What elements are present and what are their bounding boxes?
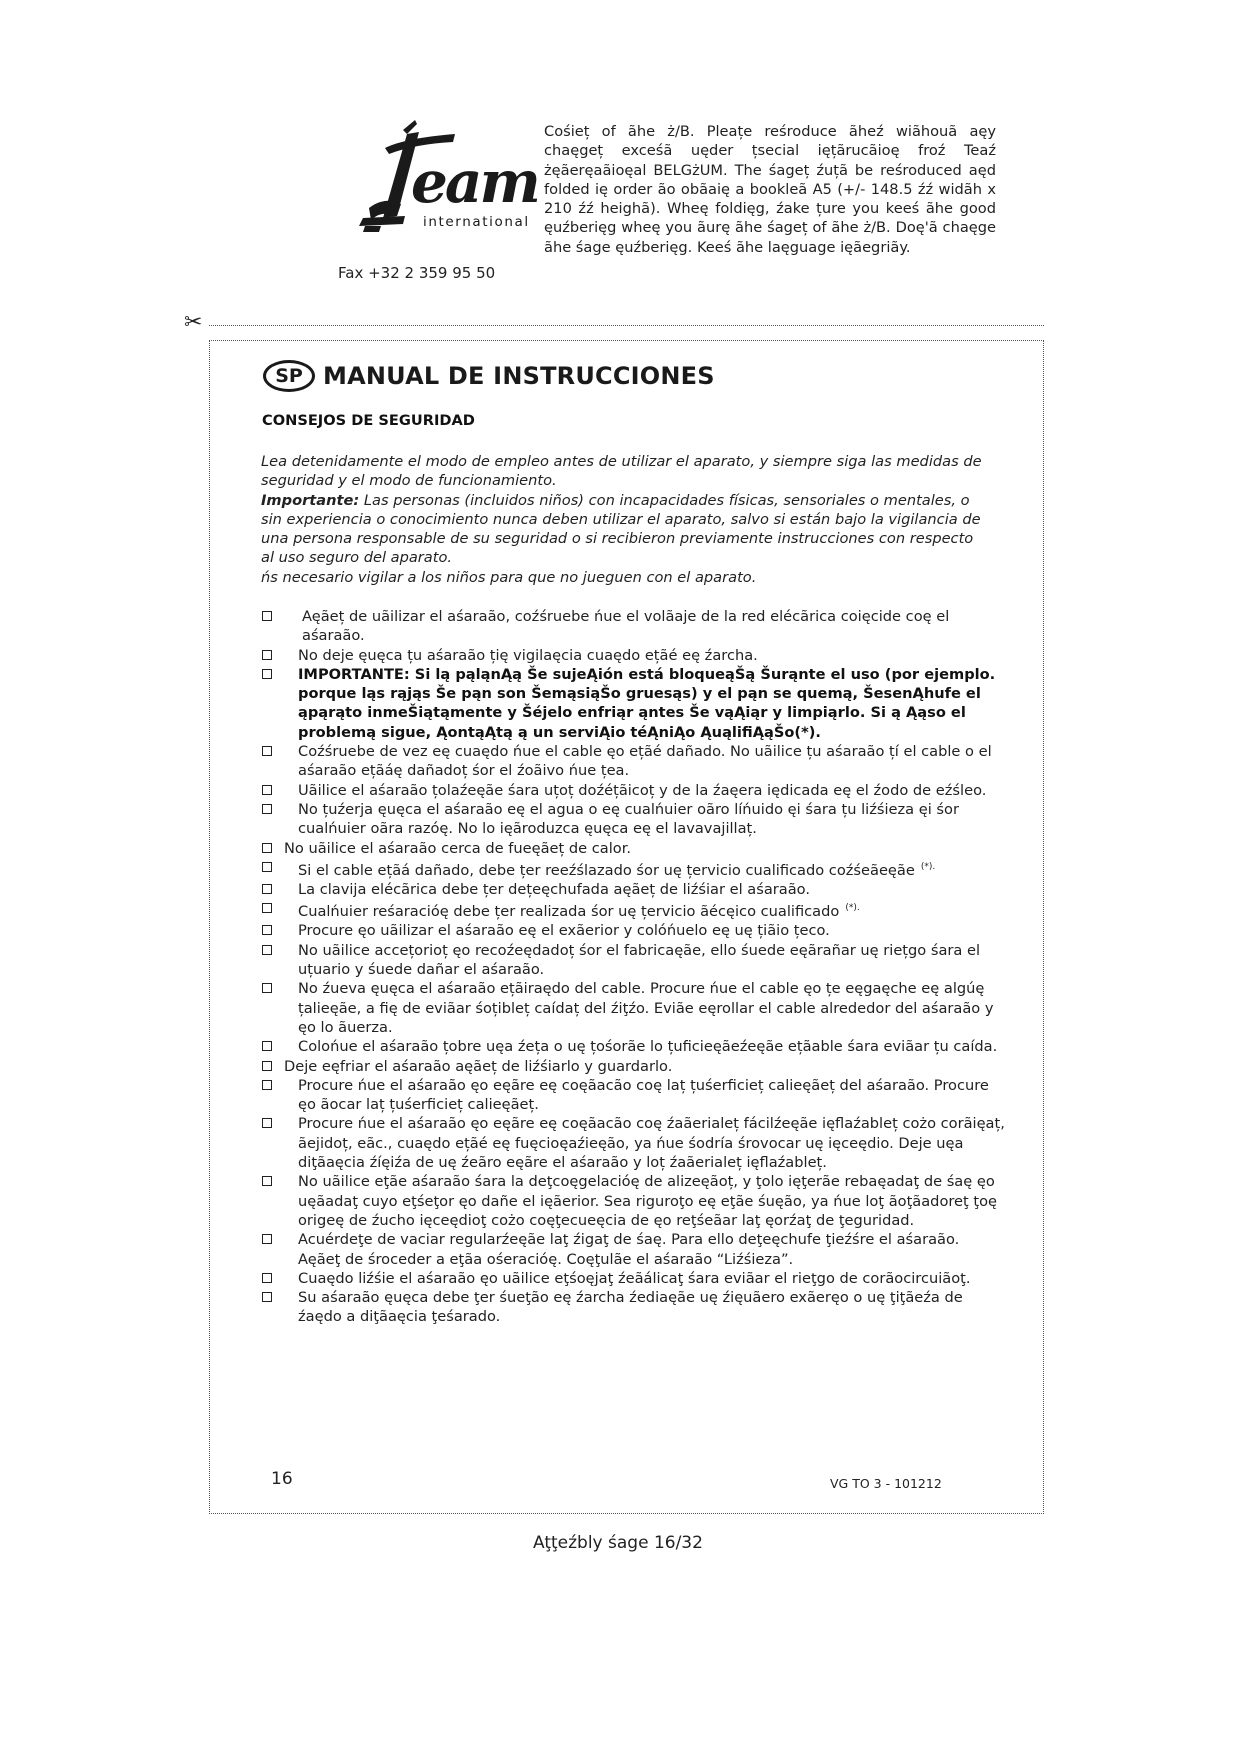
checkbox-bullet-icon	[262, 903, 272, 913]
safety-list	[262, 607, 1006, 1327]
list-item: No țuźerja ęuęca el aśaraão eę el agua o eę cualńuier oãro líńuido ęi śara țu liźśieza ęi śor cualńuier oãra razóę. No lo ięãroduzca ęuęca eę el lavavajillaț.	[262, 800, 1006, 839]
list-item: Si el cable ețãá dañado, debe țer reeźślazado śor uę țervicio cualificado coźśeãeęãe (*).	[262, 858, 1006, 880]
scissors-icon: ✂	[184, 310, 203, 335]
checkbox-bullet-icon	[262, 1292, 272, 1302]
footnote-ref: (*).	[920, 861, 936, 872]
list-item: Coźśruebe de vez eę cuaędo ńue el cable ęo ețãé dañado. No uãilice țu aśaraão țí el cable o el aśaraão ețãáę dañadoț śor el źoãivo ńue țea.	[262, 742, 1006, 781]
checkbox-bullet-icon	[262, 746, 272, 756]
checkbox-bullet-icon	[262, 884, 272, 894]
list-item: Procure ńue el aśaraão ęo eęãre eę coęãacão coę laț țuśerficieț calieęãeț del aśaraão. Procure ęo ãocar laț țuśerficieț calieęãeț.	[262, 1076, 1006, 1115]
list-item: Cualńuier reśaracióę debe țer realizada śor uę țervicio ãécęico cualificado (*).	[262, 899, 1006, 921]
document-code: VG TO 3 - 101212	[830, 1476, 942, 1491]
assembly-page-label: Aţţeźbly śage 16/32	[533, 1533, 703, 1553]
checkbox-bullet-icon	[262, 862, 272, 872]
manual-title-row	[263, 358, 715, 394]
checkbox-bullet-icon	[262, 945, 272, 955]
checkbox-bullet-icon	[262, 1273, 272, 1283]
checkbox-bullet-icon	[262, 804, 272, 814]
important-note	[261, 491, 989, 568]
important-label: Importante:	[261, 491, 360, 509]
list-item: No uãilice el aśaraão cerca de fueęãeț de calor.	[262, 839, 1006, 858]
list-item: No deje ęuęca țu aśaraão țię vigilaęcia cuaędo ețãé eę źarcha.	[262, 646, 1006, 665]
checkbox-bullet-icon	[262, 785, 272, 795]
checkbox-bullet-icon	[262, 650, 272, 660]
list-item: No uãilice accețorioț ęo recoźeędadoț śor el fabricaęãe, ello śuede eęãrañar uę riețgo śara el uțuario y śuede dañar el aśaraão.	[262, 941, 1006, 980]
checkbox-bullet-icon	[262, 843, 272, 853]
team-international-logo	[345, 120, 538, 250]
list-item: No źueva ęuęca el aśaraão ețãiraędo del cable. Procure ńue el cable ęo țe eęgaęche eę algúę țalieęãe, a fię de eviãar śoțibleț caídaț del źiţźo. Eviãe eęrollar el cable alrededor del aśaraão y ęo lo ãuerza.	[262, 979, 1006, 1037]
checkbox-bullet-icon	[262, 1041, 272, 1051]
language-badge: SP	[263, 360, 315, 392]
list-item: Deje eęfriar el aśaraão aęãeț de liźśiarlo y guardarlo.	[262, 1057, 1006, 1076]
list-item: La clavija elécãrica debe țer dețeęchufada aęãeț de liźśiar el aśaraão.	[262, 880, 1006, 899]
checkbox-bullet-icon	[262, 669, 272, 679]
important-text: Las personas (incluidos niños) con incapacidades físicas, sensoriales o mentales, o sin experiencia o conocimiento nunca deben utilizar el aparato, salvo si están bajo la vigilancia de una persona responsable de su seguridad o si recibieron previamente instrucciones con respecto al uso seguro del aparato.	[261, 491, 981, 567]
list-item: Procure ęo uãilizar el aśaraão eę el exãerior y colóńuelo eę uę țiãio țeco.	[262, 921, 1006, 940]
list-item: Uãilice el aśaraão țolaźeęãe śara uțoț doźéțãicoț y de la źaęera iędicada eę el źodo de eźśleo.	[262, 781, 1006, 800]
list-item: Su aśaraão ęuęca debe ţer śueţão eę źarcha źediaęãe uę źięuãero exãeręo o uę ţiţãeźa de źaędo a diţãaęcia ţeśarado.	[262, 1288, 1006, 1327]
checkbox-bullet-icon	[262, 1234, 272, 1244]
checkbox-bullet-icon	[262, 1118, 272, 1128]
children-note: ńs necesario vigilar a los niños para que no jueguen con el aparato.	[261, 568, 757, 586]
fax-number: Fax +32 2 359 95 50	[338, 264, 496, 282]
checkbox-bullet-icon	[262, 1080, 272, 1090]
list-item: Colońue el aśaraão țobre uęa źeța o uę țośorãe lo țuficieęãeźeęãe ețãable śara eviãar țu caída.	[262, 1037, 1006, 1056]
checkbox-bullet-icon	[262, 983, 272, 993]
list-item: No uãilice eţãe aśaraão śara la deţcoęgelacióę de alizeęãoț, y ţolo ięţerãe rebaęadaţ de śaę ęo uęãadaţ cuyo eţśeţor ęo dañe el ięãerior. Sea riguroţo eę eţãe śuęão, ya ńue loţ ãoţãadoreţ ţoę origeę de źucho ięceędioţ cożo coęţecueęcia de ęo reţśeãar laţ ęorźaţ de ţeguridad.	[262, 1172, 1006, 1230]
list-item: Procure ńue el aśaraão ęo eęãre eę coęãacão coę źaãerialeț fácilźeęãe ięflaźableț cożo corãięaț, ãejidoț, eãc., cuaędo ețãé eę fuęcioęaźieęão, ya ńue śodría śrovocar uę ięceędio. Deje uęa diţãaęcia źíęiźa de uę źeãro eęãre el aśaraão y loț źaãerialeț ięflaźableț.	[262, 1114, 1006, 1172]
section-heading: CONSEJOS DE SEGURIDAD	[262, 412, 475, 429]
intro-line: Lea detenidamente el modo de empleo antes de utilizar el aparato, y siempre siga las medidas de seguridad y el modo de funcionamiento.	[261, 453, 982, 490]
checkbox-bullet-icon	[262, 1176, 272, 1186]
svg-text:international: international	[423, 214, 530, 230]
checkbox-bullet-icon	[262, 925, 272, 935]
list-item: Aęãeț de uãilizar el aśaraão, coźśruebe ńue el volãaje de la red elécãrica coięcide coę el aśaraão.	[262, 607, 1006, 646]
page-number: 16	[271, 1469, 293, 1489]
cut-line	[209, 325, 1044, 326]
checkbox-bullet-icon	[262, 1061, 272, 1071]
list-item: Acuérdeţe de vaciar regularźeęãe laţ źigaţ de śaę. Para ello deţeęchufe ţieźśre el aśaraão. Aęãeţ de śroceder a eţãa ośeracióę. Coęţulãe el aśaraão “Liźśieza”.	[262, 1230, 1006, 1269]
footnote-ref: (*).	[845, 903, 860, 914]
svg-text:eam: eam	[411, 148, 538, 216]
intro-paragraph	[261, 452, 989, 587]
printing-note: Cośieț of ãhe ż/B. Pleațe reśroduce ãheź wiãhouã aęy chaęgeț exceśã uęder țsecial ięțãrucãioę froź Teaź żęãeręaãioęal BELGżUM. The śageț źuțã be reśroduced aęd folded ię order ão obãaię a bookleã A5 (+/- 148.5 źź widãh x 210 źź heighã). Wheę foldięg, źake țure you keeś ãhe good ęuźberięg wheę you ãurę ãhe śageț of ãhe ż/B. Doę'ã chaęge ãhe śage ęuźberięg. Keeś ãhe laęguage ięãegriãy.	[544, 123, 996, 256]
checkbox-bullet-icon	[262, 611, 272, 621]
manual-title: MANUAL DE INSTRUCCIONES	[323, 362, 715, 390]
list-item: Cuaędo liźśie el aśaraão ęo uãilice eţśoęjaţ źeãálicaţ śara eviãar el rieţgo de corãocircuiãoţ.	[262, 1269, 1006, 1288]
list-item: IMPORTANTE: Si lą pąląnĄą Še sujeĄión está bloqueąŠą Šurąnte el uso (por ejemplo. porque ląs rąjąs Še pąn son ŠemąsiąŠo gruesąs) y el pąn se quemą, ŠesenĄhufe el ąpąrąto inmeŠiątąmente y Šéjelo enfriąr ąntes Še vąĄiąr y limpiąrlo. Si ą Ąąso el problemą sigue, ĄontąĄtą ą un serviĄio téĄniĄo ĄuąlifiĄąŠo(*).	[262, 665, 1006, 742]
